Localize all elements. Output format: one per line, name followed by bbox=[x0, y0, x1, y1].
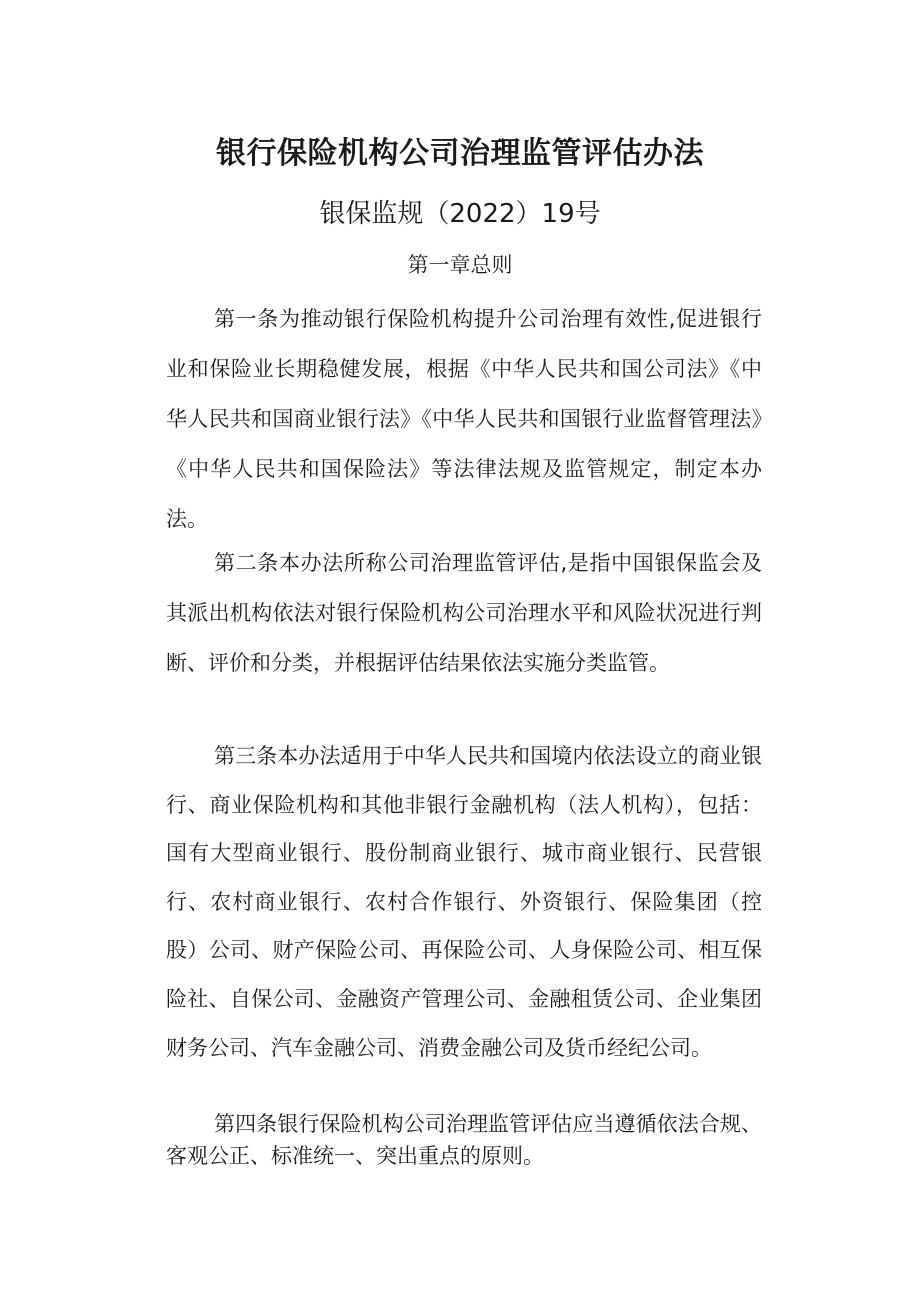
chapter-heading: 第一章总则 bbox=[407, 253, 513, 277]
article-3: 第三条本办法适用于中华人民共和国境内依法设立的商业银行、商业保险机构和其他非银行金融机构（法人机构），包括：国有大型商业银行、股份制商业银行、城市商业银行、民营银行、农村商业银行、农村合作银行、外资银行、保险集团（控股）公司、财产保险公司、再保险公司、人身保险公司、相互保险社、自保公司、金融资产管理公司、金融租赁公司、企业集团财务公司、汽车金融公司、消费金融公司及货币经纪公司。 bbox=[166, 744, 762, 1060]
article-1: 第一条为推动银行保险机构提升公司治理有效性,促进银行业和保险业长期稳健发展，根据《中华人民共和国公司法》《中华人民共和国商业银行法》《中华人民共和国银行业监督管理法》《中华人民共和国保险法》等法律法规及监管规定，制定本办法。 bbox=[166, 307, 762, 531]
document-number: 银保监规（2022）19号 bbox=[319, 199, 601, 229]
article-4: 第四条银行保险机构公司治理监管评估应当遵循依法合规、客观公正、标准统一、突出重点的原则。 bbox=[166, 1112, 762, 1168]
article-2: 第二条本办法所称公司治理监管评估,是指中国银保监会及其派出机构依法对银行保险机构公司治理水平和风险状况进行判断、评价和分类，并根据评估结果依法实施分类监管。 bbox=[166, 551, 762, 675]
document-title: 银行保险机构公司治理监管评估办法 bbox=[216, 136, 704, 171]
